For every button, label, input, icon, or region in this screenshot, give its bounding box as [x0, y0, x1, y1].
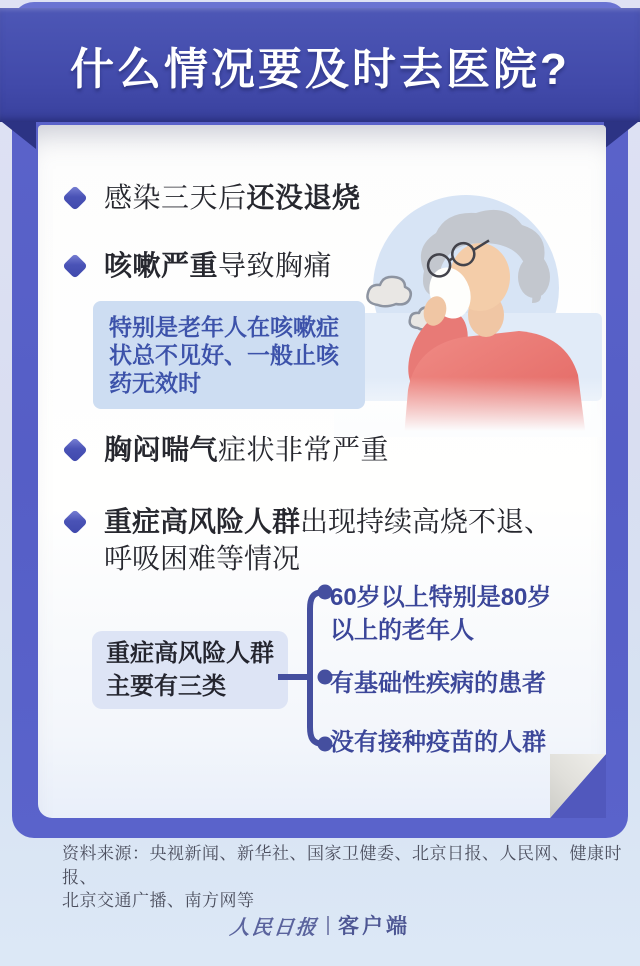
page-title: 什么情况要及时去医院?: [70, 45, 570, 94]
risk-group-item-elderly: 60岁以上特别是80岁以上的老年人: [330, 584, 552, 644]
elderly-person-coughing-illustration: [334, 185, 602, 437]
illustration-svg: [334, 185, 602, 437]
bullet-text-segment: 感染三天后: [104, 182, 247, 213]
bullet-text: [104, 431, 389, 468]
bullet-text-segment: 症状非常严重: [218, 434, 390, 465]
diamond-bullet-icon: [62, 509, 87, 534]
bullet-row-cough: [66, 247, 332, 284]
diamond-bullet-icon: [62, 253, 87, 278]
bullet-text-segment: 还没退烧: [246, 182, 361, 213]
brand-suffix-label: 客户端: [338, 915, 410, 938]
diamond-bullet-icon: [62, 437, 87, 462]
logo-divider: [327, 916, 329, 935]
bullet-text-segment: 咳嗽严重: [104, 250, 219, 281]
bullet-text-segment: 导致胸痛: [218, 250, 333, 281]
data-source-note: [62, 842, 622, 913]
source-line: 资料来源：央视新闻、新华社、国家卫健委、北京日报、人民网、健康时报、: [62, 844, 622, 887]
bullet-text-segment: 出现持续高烧不退、呼吸困难等情况: [104, 506, 553, 574]
risk-group-label-box: 重症高风险人群主要有三类: [92, 631, 288, 709]
elderly-cough-note-box: 特别是老年人在咳嗽症状总不见好、一般止咳药无效时: [93, 301, 365, 409]
hair-puff-right: [518, 256, 550, 298]
bullet-row-high-risk: [66, 503, 556, 577]
bullet-text-segment: 重症高风险人群: [104, 506, 301, 537]
diamond-bullet-icon: [62, 185, 87, 210]
bullet-row-chest-tightness: [66, 431, 389, 468]
bullet-text: [104, 247, 332, 284]
bullet-row-fever: [66, 179, 361, 216]
fade-overlay: [334, 377, 602, 437]
bullet-text: [104, 503, 556, 577]
risk-group-item-underlying-disease: 有基础性疾病的患者: [330, 670, 546, 697]
bullet-text: [104, 179, 361, 216]
title-banner: [0, 8, 640, 122]
bullet-text-segment: 胸闷喘气: [104, 434, 219, 465]
risk-group-item-unvaccinated: 没有接种疫苗的人群: [330, 729, 546, 756]
peoples-daily-client-logo: [0, 910, 640, 940]
source-line: 北京交通广播、南方网等: [62, 891, 255, 910]
brand-name-script: 人民日报: [228, 914, 320, 939]
content-card: [38, 125, 606, 818]
